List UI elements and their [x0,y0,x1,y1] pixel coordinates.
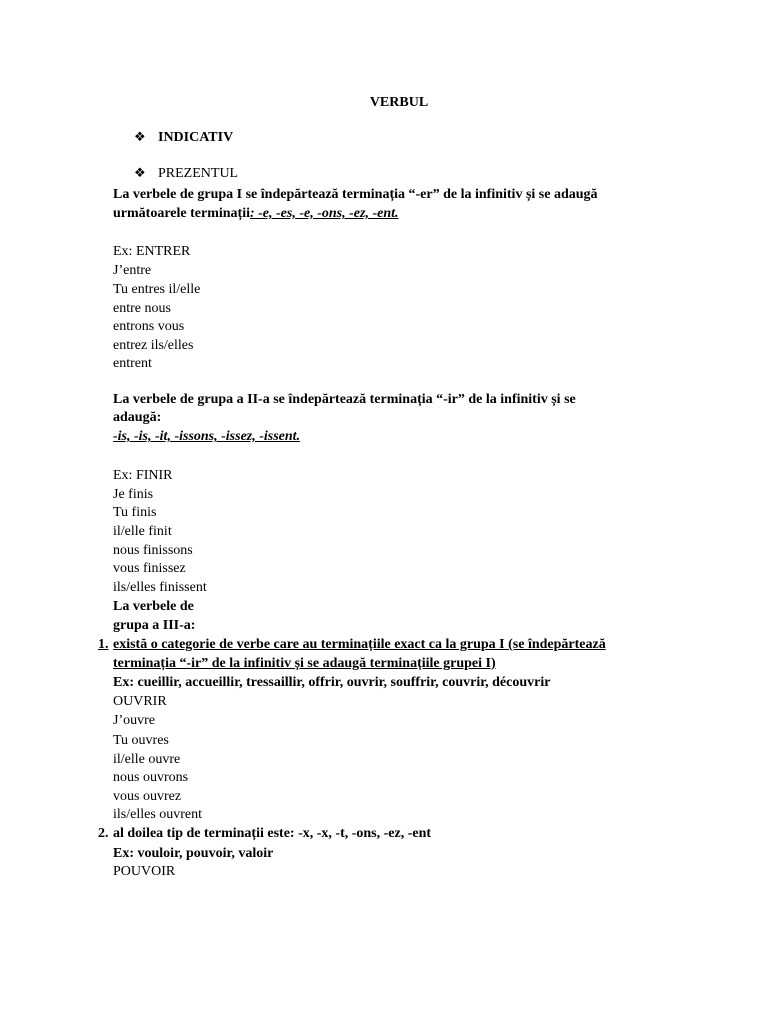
group3-item1-verb: OUVRIR [113,694,167,709]
conjugation-line: J’entre [113,263,152,278]
group1-example-label: Ex: ENTRER [113,244,191,259]
group3-item1-line2: terminația “-ir” de la infinitiv și se adaugă terminațiile grupei I) [113,656,496,671]
group3-heading-line2: grupa a III-a: [113,618,196,633]
bullet-indicativ: INDICATIV [158,130,234,145]
diamond-bullet-icon: ❖ [134,165,146,180]
group1-endings: : -e, -es, -e, -ons, -ez, -ent. [249,206,399,221]
diamond-bullet-icon: ❖ [134,129,146,144]
conjugation-line: J’ouvre [113,713,155,728]
conjugation-line: entre nous [113,301,171,316]
conjugation-line: entrez ils/elles [113,338,194,353]
conjugation-line: entrons vous [113,319,185,334]
conjugation-line: Tu finis [113,505,157,520]
list-number: 1. [98,637,109,652]
group2-rule-line1: La verbele de grupa a II-a se îndepărtează terminația “-ir” de la infinitiv și se [113,392,576,407]
group2-endings: -is, -is, -it, -issons, -issez, -issent. [113,429,301,444]
conjugation-line: vous ouvrez [113,789,182,804]
conjugation-line: entrent [113,356,152,371]
conjugation-line: nous finissons [113,543,193,558]
group2-example-label: Ex: FINIR [113,468,173,483]
group1-rule-line1: La verbele de grupa I se îndepărtează terminația “-er” de la infinitiv și se adaugă [113,187,598,202]
group3-heading-line1: La verbele de [113,599,194,614]
conjugation-line: Je finis [113,487,154,502]
conjugation-line: il/elle ouvre [113,752,181,767]
conjugation-line: vous finissez [113,561,186,576]
group3-item1-examples: Ex: cueillir, accueillir, tressaillir, offrir, ouvrir, souffrir, couvrir, découvrir [113,675,551,690]
group3-item1-line1: există o categorie de verbe care au terminațiile exact ca la grupa I (se îndepărtează [113,637,606,652]
group1-rule-prefix: următoarele terminații [113,206,250,221]
conjugation-line: Tu entres il/elle [113,282,201,297]
group3-item2-line1: al doilea tip de terminații este: -x, -x, -t, -ons, -ez, -ent [113,826,432,841]
page-title: VERBUL [369,95,429,110]
group3-item2-verb: POUVOIR [113,864,176,879]
group2-rule-line2: adaugă: [113,410,162,425]
conjugation-line: il/elle finit [113,524,172,539]
bullet-prezentul: PREZENTUL [158,166,239,181]
conjugation-line: nous ouvrons [113,770,189,785]
conjugation-line: ils/elles finissent [113,580,207,595]
conjugation-line: Tu ouvres [113,733,169,748]
group3-item2-examples: Ex: vouloir, pouvoir, valoir [113,846,274,861]
group1-rule-line2 [113,205,399,223]
conjugation-line: ils/elles ouvrent [113,807,203,822]
list-number: 2. [98,826,109,841]
